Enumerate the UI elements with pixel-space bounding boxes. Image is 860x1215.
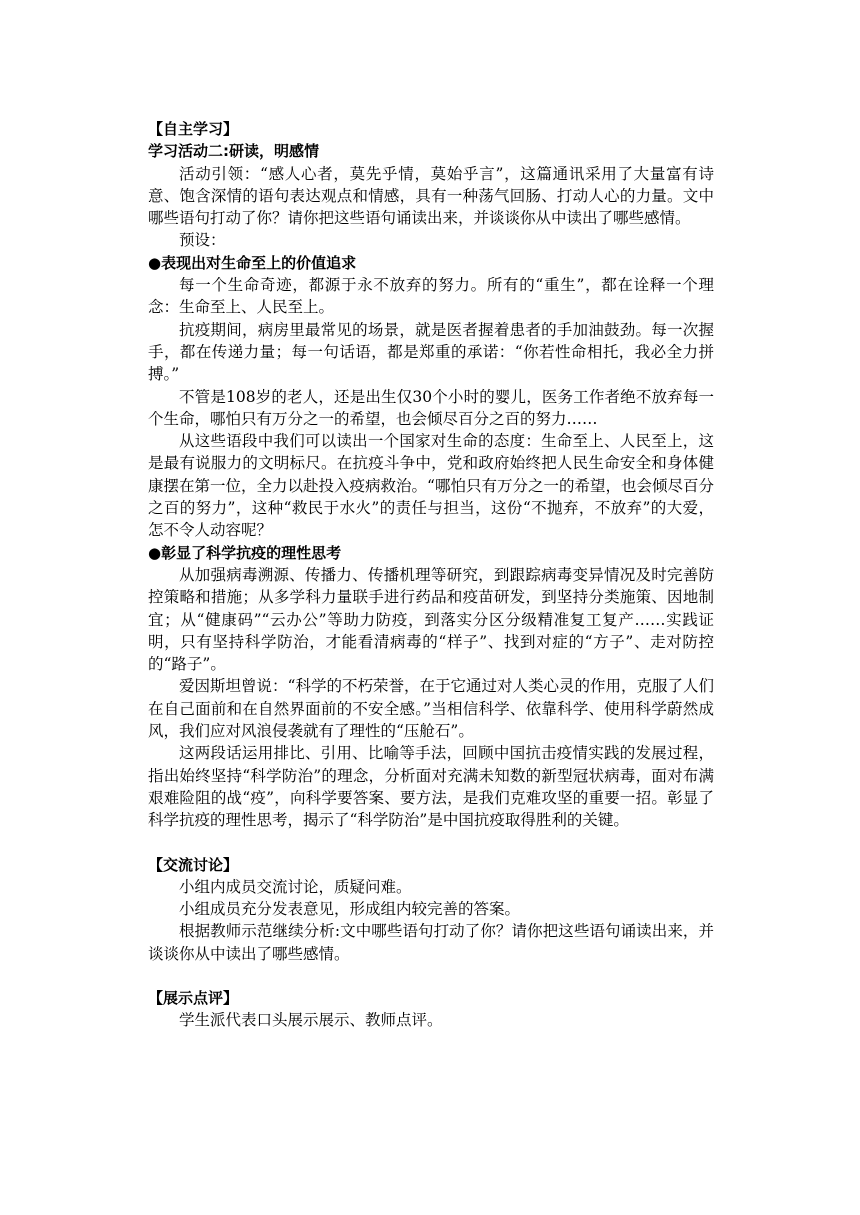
paragraph: 每一个生命奇迹，都源于永不放弃的努力。所有的“重生”，都在诠释一个理念：生命至上、人民至上。 <box>148 276 714 317</box>
paragraph: 学生派代表口头展示展示、教师点评。 <box>179 1011 443 1030</box>
presentation-section <box>148 987 714 1032</box>
point-title-life-first: ●表现出对生命至上的价值追求 <box>148 253 357 272</box>
activity-title: 学习活动二:研读，明感情 <box>148 142 319 161</box>
spacer <box>148 832 714 854</box>
paragraph: 爱因斯坦曾说：“科学的不朽荣誉，在于它通过对人类心灵的作用，克服了人们在自己面前和在自然界面前的不安全感。”当相信科学、依靠科学、使用科学蔚然成风，我们应对风浪侵袭就有了理性的“压舱石”。 <box>148 677 714 741</box>
paragraph: 从加强病毒溯源、传播力、传播机理等研究，到跟踪病毒变异情况及时完善防控策略和措施；从多学科力量联手进行药品和疫苗研发，到坚持分类施策、因地制宜；从“健康码”“云办公”等助力防疫，到落实分区分级精准复工复产……实践证明，只有坚持科学防治，才能看清病毒的“样子”、找到对症的“方子”、走对防控的“路子”。 <box>148 565 714 674</box>
activity-intro: 活动引领：“感人心者，莫先乎情，莫始乎言”，这篇通讯采用了大量富有诗意、饱含深情的语句表达观点和情感，具有一种荡气回肠、打动人心的力量。文中哪些语句打动了你？请你把这些语句诵读出来，并谈谈你从中读出了哪些感情。 <box>148 164 714 228</box>
section-heading-presentation: 【展示点评】 <box>148 988 239 1007</box>
paragraph: 不管是108岁的老人，还是出生仅30个小时的婴儿，医务工作者绝不放弃每一个生命，哪怕只有万分之一的希望，也会倾尽百分之百的努力…… <box>148 387 714 428</box>
paragraph: 这两段话运用排比、引用、比喻等手法，回顾中国抗击疫情实践的发展过程，指出始终坚持“科学防治”的理念，分析面对充满未知数的新型冠状病毒，面对布满艰难险阻的战“疫”，向科学要答案、要方法，是我们克难攻坚的重要一招。彰显了科学抗疫的理性思考，揭示了“科学防治”是中国抗疫取得胜利的关键。 <box>148 744 714 830</box>
preset-label: 预设： <box>179 231 226 250</box>
section-heading-discussion: 【交流讨论】 <box>148 855 239 874</box>
paragraph: 小组成员充分发表意见，形成组内较完善的答案。 <box>179 900 521 919</box>
self-study-section <box>148 118 714 832</box>
spacer <box>148 965 714 987</box>
paragraph: 抗疫期间，病房里最常见的场景，就是医者握着患者的手加油鼓劲。每一次握手，都在传递力量；每一句话语，都是郑重的承诺：“你若性命相托，我必全力拼搏。” <box>148 320 714 384</box>
section-heading-self-study: 【自主学习】 <box>148 120 239 138</box>
discussion-section <box>148 854 714 965</box>
document-page <box>148 118 714 1032</box>
paragraph: 从这些语段中我们可以读出一个国家对生命的态度：生命至上、人民至上，这是最有说服力的文明标尺。在抗疫斗争中，党和政府始终把人民生命安全和身体健康摆在第一位，全力以赴投入疫病救治。“哪怕只有万分之一的希望，也会倾尽百分之百的努力”，这种“救民于水火”的责任与担当，这份“不抛弃，不放弃”的大爱，怎不令人动容呢？ <box>148 432 714 540</box>
paragraph: 根据教师示范继续分析:文中哪些语句打动了你？请你把这些语句诵读出来，并谈谈你从中读出了哪些感情。 <box>148 922 714 963</box>
point-title-science: ●彰显了科学抗疫的理性思考 <box>148 543 342 562</box>
paragraph: 小组内成员交流讨论，质疑问难。 <box>179 877 412 896</box>
